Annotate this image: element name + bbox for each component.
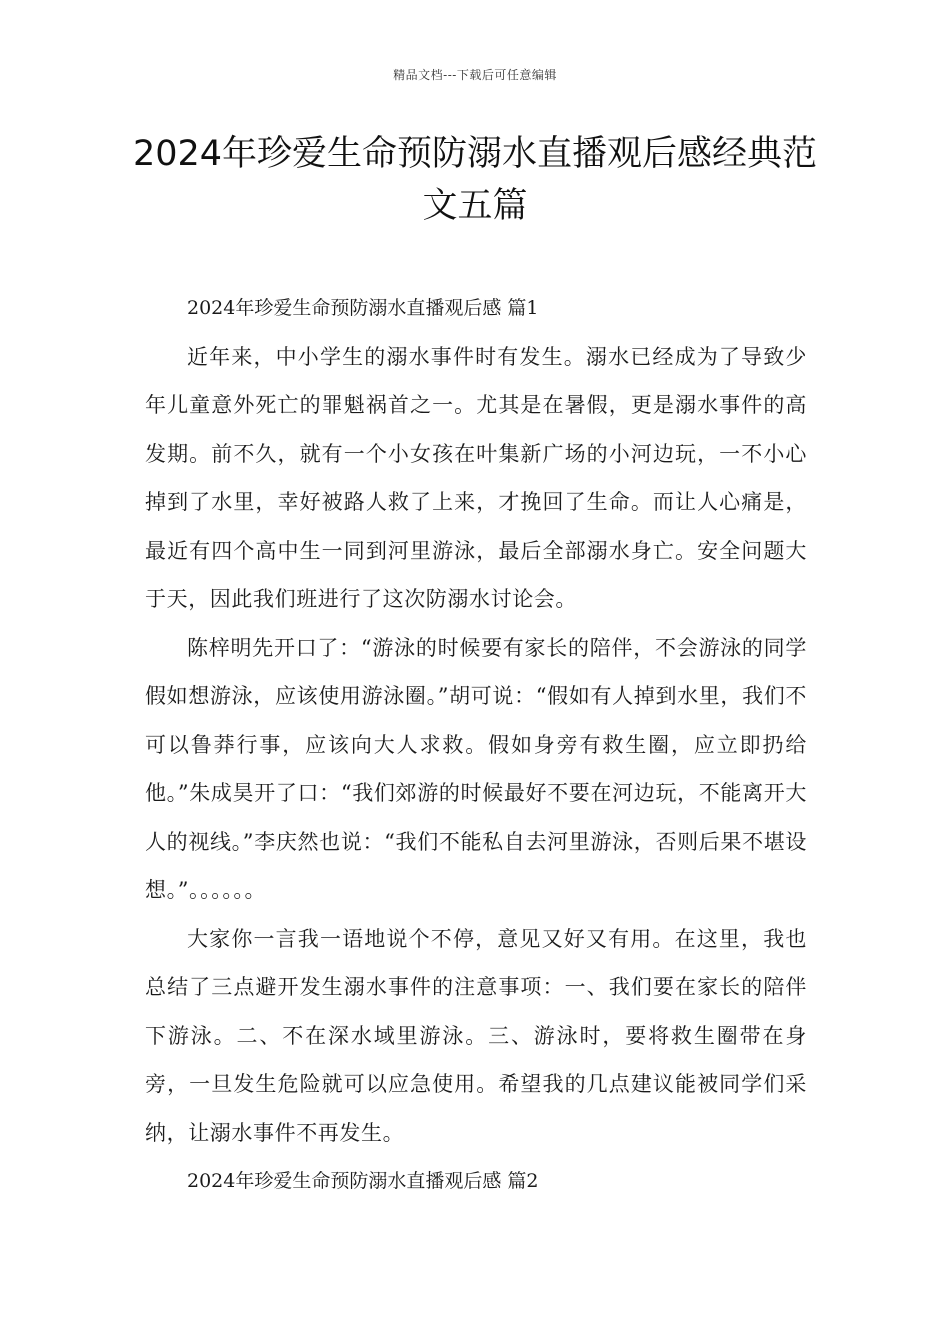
paragraph-1: 近年来，中小学生的溺水事件时有发生。溺水已经成为了导致少年儿童意外死亡的罪魁祸首之一。尤其是在暑假，更是溺水事件的高发期。前不久，就有一个小女孩在叶集新广场的小河边玩，一不小心掉到了水里，幸好被路人救了上来，才挽回了生命。而让人心痛是，最近有四个高中生一同到河里游泳，最后全部溺水身亡。安全问题大于天，因此我们班进行了这次防溺水讨论会。 <box>145 344 807 611</box>
paragraph-3: 大家你一言我一语地说个不停，意见又好又有用。在这里，我也总结了三点避开发生溺水事件的注意事项：一、我们要在家长的陪伴下游泳。二、不在深水域里游泳。三、游泳时，要将救生圈带在身旁，一旦发生危险就可以应急使用。希望我的几点建议能被同学们采纳，让溺水事件不再发生。 <box>145 926 807 1145</box>
document-title: 2024年珍爱生命预防溺水直播观后感经典范文五篇 <box>132 134 818 226</box>
paragraph-2: 陈梓明先开口了：“游泳的时候要有家长的陪伴，不会游泳的同学假如想游泳，应该使用游泳圈。”胡可说：“假如有人掉到水里，我们不可以鲁莽行事，应该向大人求救。假如身旁有救生圈，应立即扔给他。”朱成昊开了口：“我们郊游的时候最好不要在河边玩，不能离开大人的视线。”李庆然也说：“我们不能私自去河里游泳，否则后果不堪设想。”。。。。。。 <box>145 635 807 902</box>
document-body <box>145 284 807 1206</box>
section-heading-1: 2024年珍爱生命预防溺水直播观后感 篇1 <box>187 297 539 319</box>
header-note: 精品文档---下载后可任意编辑 <box>393 68 557 82</box>
section-heading-2: 2024年珍爱生命预防溺水直播观后感 篇2 <box>187 1170 539 1192</box>
